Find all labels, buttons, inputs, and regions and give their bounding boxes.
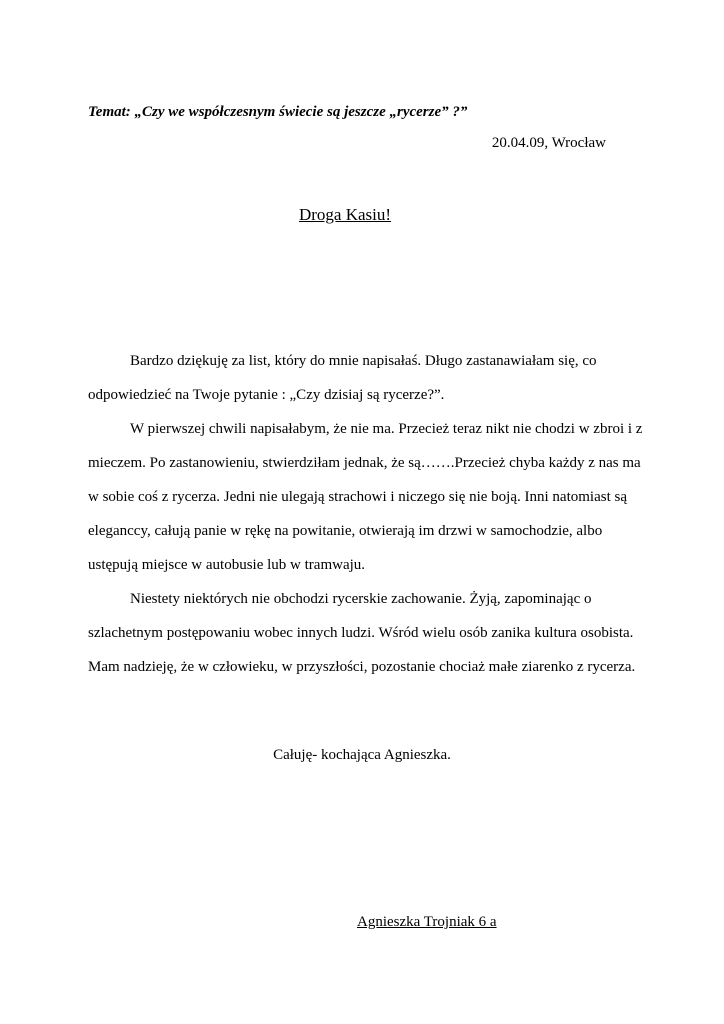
letter-topic: Temat: „Czy we współczesnym świecie są jeszcze „rycerze” ?” [88,104,468,120]
letter-body [88,344,648,684]
paragraph: Bardzo dziękuję za list, który do mnie napisałaś. Długo zastanawiałam się, co odpowiedzieć na Twoje pytanie : „Czy dzisiaj są rycerze?”. [88,353,597,403]
paragraph: Niestety niektórych nie obchodzi rycerskie zachowanie. Żyją, zapominając o szlachetnym postępowaniu wobec innych ludzi. Wśród wielu osób zanika kultura osobista. Mam nadzieję, że w człowieku, w przyszłości, pozostanie chociaż małe ziarenko z rycerza. [88,591,636,675]
greeting: Droga Kasiu! [298,205,392,224]
signature: Agnieszka Trojniak 6 a [357,914,497,930]
date-place: 20.04.09, Wrocław [491,135,606,151]
paragraph: W pierwszej chwili napisałabym, że nie ma. Przecież teraz nikt nie chodzi w zbroi i z mieczem. Po zastanowieniu, stwierdziłam jednak, że są…….Przecież chyba każdy z nas ma w sobie coś z rycerza. Jedni nie ulegają strachowi i niczego się nie boją. Inni natomiast są eleganccy, całują panie w rękę na powitanie, otwierają im drzwi w samochodzie, albo ustępują miejsce w autobusie lub w tramwaju. [88,421,643,573]
closing-line: Całuję- kochająca Agnieszka. [273,747,451,763]
